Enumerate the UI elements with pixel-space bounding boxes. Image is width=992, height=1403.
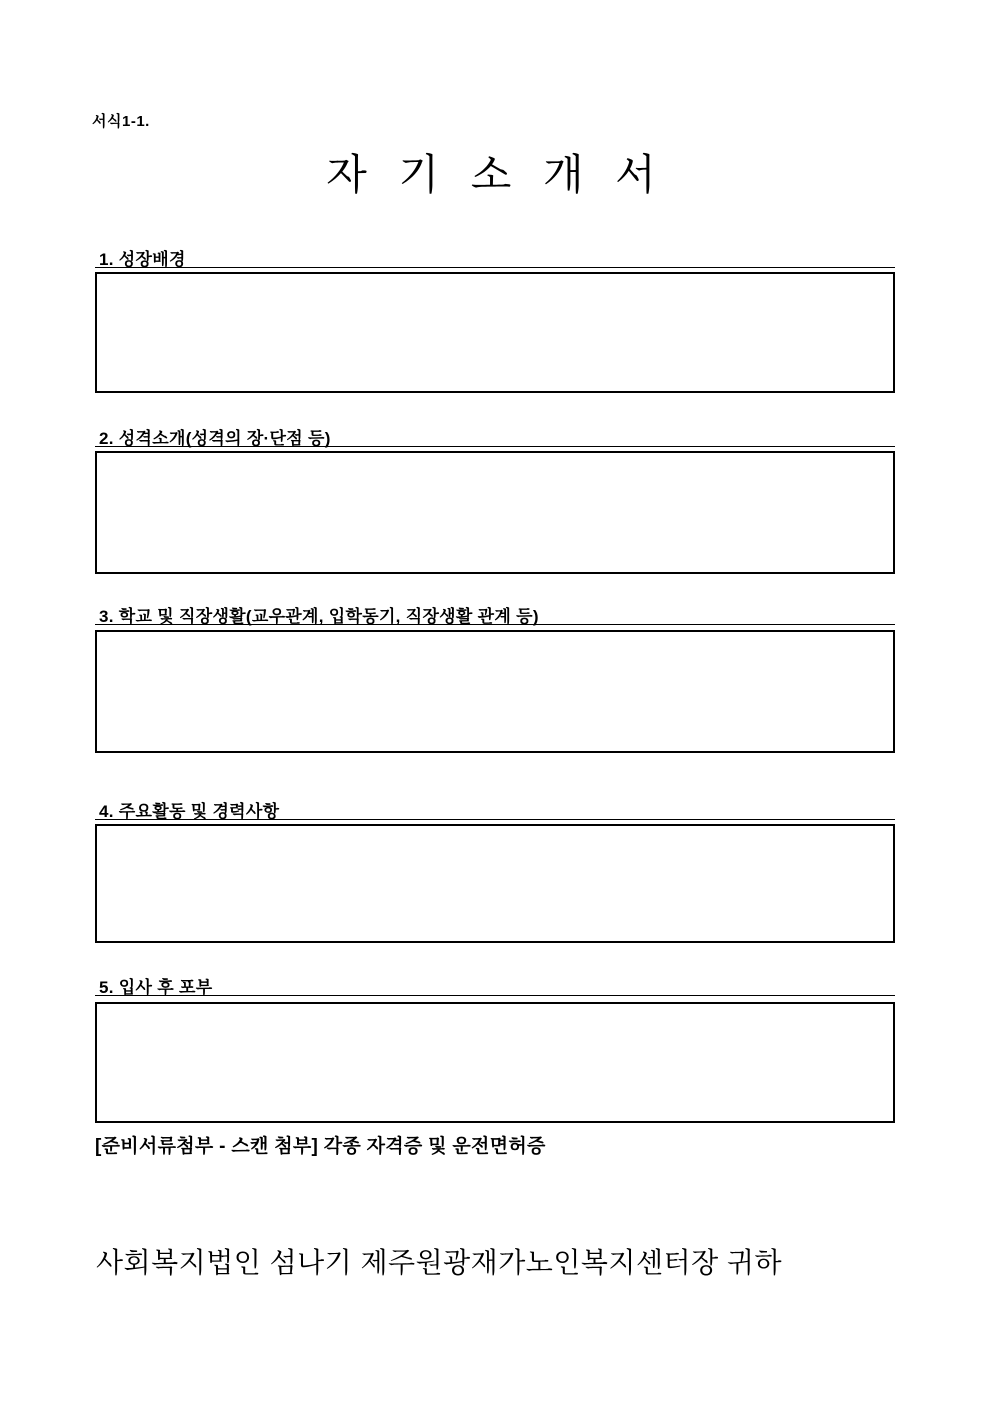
attachment-note: [준비서류첨부 - 스캔 첨부] 각종 자격증 및 운전면허증 — [95, 1136, 546, 1157]
document-title: 자 기 소 개 서 — [326, 151, 666, 198]
section-4-answer-box[interactable] — [95, 824, 895, 943]
form-code-label: 서식1-1. — [92, 113, 150, 130]
section-3-answer-box[interactable] — [95, 630, 895, 753]
section-2-label: 2. 성격소개(성격의 장·단점 등) — [95, 424, 895, 447]
section-1-answer-box[interactable] — [95, 272, 895, 393]
recipient-line: 사회복지법인 섬나기 제주원광재가노인복지센터장 귀하 — [96, 1247, 782, 1278]
section-5-label: 5. 입사 후 포부 — [95, 973, 895, 996]
section-3-label: 3. 학교 및 직장생활(교우관계, 입학동기, 직장생활 관계 등) — [95, 602, 895, 625]
section-4-label: 4. 주요활동 및 경력사항 — [95, 797, 895, 820]
section-2-answer-box[interactable] — [95, 451, 895, 574]
section-1-label: 1. 성장배경 — [95, 245, 895, 268]
section-5-answer-box[interactable] — [95, 1002, 895, 1123]
